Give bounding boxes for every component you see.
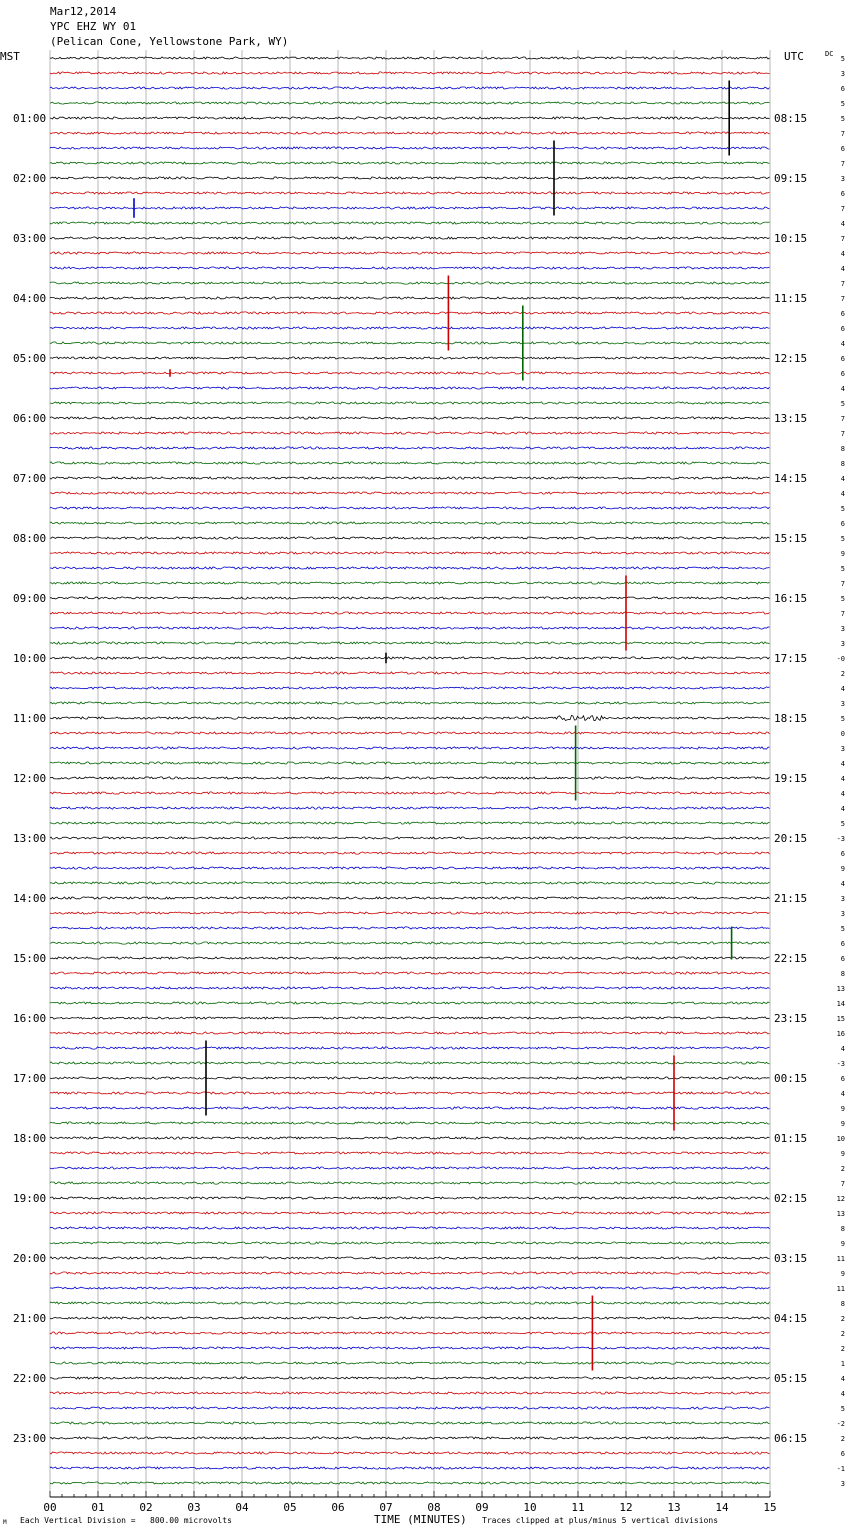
right-hour-label: 11:15	[774, 292, 808, 305]
dc-offset-value: 8	[840, 445, 845, 453]
x-tick-label: 07	[379, 1501, 393, 1514]
dc-offset-value: 6	[840, 190, 845, 198]
dc-offset-value: 3	[840, 625, 845, 633]
dc-offset-value: 2	[840, 1165, 845, 1173]
x-tick-label: 03	[187, 1501, 201, 1514]
dc-offset-value: 2	[840, 1435, 845, 1443]
trace-25	[50, 432, 770, 434]
trace-1	[50, 72, 770, 74]
trace-70	[50, 1107, 770, 1109]
dc-offset-value: -3	[836, 1060, 845, 1068]
right-hour-label: 20:15	[774, 832, 808, 845]
trace-56	[50, 897, 770, 899]
dc-offset-value: 7	[840, 430, 845, 438]
trace-46	[50, 747, 770, 749]
dc-offset-value: 13	[836, 985, 845, 993]
left-zone-label: MST	[0, 50, 20, 63]
dc-offset-value: -0	[836, 655, 845, 663]
dc-offset-value: 5	[840, 820, 845, 828]
trace-86	[50, 1347, 770, 1349]
left-hour-label: 22:00	[13, 1372, 47, 1385]
left-hour-label: 18:00	[13, 1132, 47, 1145]
right-hour-label: 02:15	[774, 1192, 808, 1205]
right-hour-label: 05:15	[774, 1372, 808, 1385]
trace-78	[50, 1227, 770, 1229]
trace-48	[50, 777, 770, 779]
dc-offset-value: 5	[840, 565, 845, 573]
dc-offset-value: 4	[840, 790, 845, 798]
trace-12	[50, 237, 770, 239]
dc-offset-value: 9	[840, 865, 845, 873]
dc-offset-value: 6	[840, 325, 845, 333]
trace-64	[50, 1017, 770, 1019]
left-hour-label: 13:00	[13, 832, 47, 845]
dc-offset-value: 6	[840, 520, 845, 528]
dc-offset-value: 8	[840, 970, 845, 978]
trace-50	[50, 807, 770, 809]
trace-20	[50, 357, 770, 359]
dc-offset-value: 16	[836, 1030, 845, 1038]
dc-offset-value: 4	[840, 685, 845, 693]
trace-66	[50, 1047, 770, 1049]
trace-53	[50, 852, 770, 854]
trace-74	[50, 1167, 770, 1169]
trace-71	[50, 1122, 770, 1124]
x-tick-label: 10	[523, 1501, 537, 1514]
trace-76	[50, 1197, 770, 1199]
dc-offset-value: 2	[840, 1345, 845, 1353]
trace-89	[50, 1392, 770, 1394]
left-hour-label: 12:00	[13, 772, 47, 785]
trace-14	[50, 267, 770, 269]
dc-offset-value: 3	[840, 640, 845, 648]
x-tick-label: 13	[667, 1501, 681, 1514]
dc-offset-value: 4	[840, 1045, 845, 1053]
dc-offset-value: 11	[836, 1285, 845, 1293]
dc-offset-value: 7	[840, 580, 845, 588]
trace-87	[50, 1362, 770, 1364]
x-tick-label: 05	[283, 1501, 297, 1514]
dc-offset-value: 12	[836, 1195, 845, 1203]
station-location: (Pelican Cone, Yellowstone Park, WY)	[50, 35, 289, 48]
dc-offset-value: 4	[840, 880, 845, 888]
dc-offset-value: 7	[840, 235, 845, 243]
trace-49	[50, 792, 770, 794]
trace-55	[50, 882, 770, 884]
x-tick-label: 12	[619, 1501, 633, 1514]
trace-95	[50, 1482, 770, 1484]
dc-offset-value: 2	[840, 670, 845, 678]
scale-prefix: Each Vertical Division =	[20, 1516, 136, 1525]
trace-36	[50, 597, 770, 599]
trace-83	[50, 1302, 770, 1304]
left-hour-label: 17:00	[13, 1072, 47, 1085]
dc-offset-value: 9	[840, 1150, 845, 1158]
dc-offset-value: 5	[840, 595, 845, 603]
trace-21	[50, 372, 770, 374]
dc-offset-value: 13	[836, 1210, 845, 1218]
trace-18	[50, 327, 770, 329]
trace-41	[50, 672, 770, 674]
left-hour-label: 07:00	[13, 472, 47, 485]
right-hour-label: 01:15	[774, 1132, 808, 1145]
trace-42	[50, 687, 770, 689]
x-axis-title: TIME (MINUTES)	[374, 1513, 467, 1526]
left-hour-label: 21:00	[13, 1312, 47, 1325]
x-tick-label: 01	[91, 1501, 105, 1514]
trace-26	[50, 447, 770, 449]
trace-57	[50, 912, 770, 914]
right-hour-label: 08:15	[774, 112, 808, 125]
dc-offset-value: 5	[840, 100, 845, 108]
dc-offset-value: 7	[840, 415, 845, 423]
dc-offset-value: 5	[840, 925, 845, 933]
trace-69	[50, 1092, 770, 1094]
trace-61	[50, 972, 770, 974]
dc-offset-value: 3	[840, 895, 845, 903]
trace-81	[50, 1272, 770, 1274]
x-tick-label: 08	[427, 1501, 441, 1514]
trace-0	[50, 57, 770, 59]
dc-offset-value: 0	[840, 730, 845, 738]
left-hour-label: 16:00	[13, 1012, 47, 1025]
trace-10	[50, 207, 770, 209]
dc-offset-value: 9	[840, 1105, 845, 1113]
left-hour-label: 10:00	[13, 652, 47, 665]
dc-offset-value: 4	[840, 490, 845, 498]
dc-offset-value: 5	[840, 55, 845, 63]
trace-94	[50, 1467, 770, 1469]
left-hour-label: 23:00	[13, 1432, 47, 1445]
x-tick-label: 15	[763, 1501, 777, 1514]
dc-offset-value: 5	[840, 400, 845, 408]
left-hour-label: 20:00	[13, 1252, 47, 1265]
x-tick-label: 11	[571, 1501, 585, 1514]
left-hour-label: 02:00	[13, 172, 47, 185]
dc-offset-value: 9	[840, 1120, 845, 1128]
left-hour-label: 19:00	[13, 1192, 47, 1205]
chart-date: Mar12,2014	[50, 5, 117, 18]
trace-4	[50, 117, 770, 119]
trace-9	[50, 192, 770, 194]
trace-60	[50, 957, 770, 959]
dc-offset-value: 7	[840, 130, 845, 138]
dc-offset-value: 6	[840, 850, 845, 858]
corner-mark: M	[3, 1519, 7, 1526]
dc-offset-value: 4	[840, 265, 845, 273]
trace-79	[50, 1242, 770, 1244]
trace-29	[50, 492, 770, 494]
trace-40	[50, 657, 770, 659]
left-hour-label: 08:00	[13, 532, 47, 545]
dc-offset-value: 4	[840, 250, 845, 258]
dc-offset-value: 6	[840, 145, 845, 153]
right-hour-label: 04:15	[774, 1312, 808, 1325]
left-hour-label: 06:00	[13, 412, 47, 425]
dc-offset-value: 7	[840, 1180, 845, 1188]
dc-offset-value: 5	[840, 715, 845, 723]
dc-offset-value: -3	[836, 835, 845, 843]
trace-38	[50, 627, 770, 629]
grid-lines	[50, 50, 770, 1491]
dc-offset-value: 4	[840, 805, 845, 813]
x-tick-label: 04	[235, 1501, 249, 1514]
dc-offset-value: 7	[840, 610, 845, 618]
dc-offset-value: 4	[840, 760, 845, 768]
left-hour-label: 15:00	[13, 952, 47, 965]
left-hour-label: 09:00	[13, 592, 47, 605]
trace-22	[50, 387, 770, 389]
seismic-traces	[50, 57, 770, 1484]
trace-45	[50, 732, 770, 734]
trace-51	[50, 822, 770, 824]
dc-offset-value: 7	[840, 295, 845, 303]
dc-offset-value: 1	[840, 1360, 845, 1368]
x-tick-label: 02	[139, 1501, 153, 1514]
trace-93	[50, 1452, 770, 1454]
right-hour-label: 06:15	[774, 1432, 808, 1445]
dc-offset-value: 4	[840, 775, 845, 783]
dc-offset-value: 10	[836, 1135, 845, 1143]
trace-82	[50, 1287, 770, 1289]
dc-offset-value: 4	[840, 220, 845, 228]
x-tick-label: 06	[331, 1501, 345, 1514]
trace-72	[50, 1137, 770, 1139]
trace-59	[50, 942, 770, 944]
x-tick-label: 00	[43, 1501, 57, 1514]
trace-31	[50, 522, 770, 524]
trace-34	[50, 567, 770, 569]
trace-43	[50, 702, 770, 704]
trace-54	[50, 867, 770, 869]
trace-52	[50, 837, 770, 839]
trace-90	[50, 1407, 770, 1409]
trace-6	[50, 147, 770, 149]
dc-offset-value: 4	[840, 1375, 845, 1383]
dc-offset-value: -2	[836, 1420, 845, 1428]
x-tick-label: 09	[475, 1501, 489, 1514]
right-hour-label: 10:15	[774, 232, 808, 245]
scale-value: 800.00 microvolts	[150, 1516, 232, 1525]
trace-13	[50, 252, 770, 254]
trace-37	[50, 612, 770, 614]
dc-offset-value: 3	[840, 700, 845, 708]
dc-offset-value: 6	[840, 955, 845, 963]
dc-offset-value: 4	[840, 1090, 845, 1098]
right-hour-label: 03:15	[774, 1252, 808, 1265]
dc-offset-value: 4	[840, 1390, 845, 1398]
right-hour-label: 12:15	[774, 352, 808, 365]
dc-offset-value: 2	[840, 1315, 845, 1323]
dc-offset-value: 3	[840, 910, 845, 918]
trace-35	[50, 582, 770, 584]
dc-offset-value: -1	[836, 1465, 845, 1473]
trace-33	[50, 552, 770, 554]
trace-84	[50, 1317, 770, 1319]
trace-75	[50, 1182, 770, 1184]
station-id: YPC EHZ WY 01	[50, 20, 137, 33]
right-hour-label: 17:15	[774, 652, 808, 665]
right-hour-label: 21:15	[774, 892, 808, 905]
trace-3	[50, 102, 770, 104]
dc-offset-value: 8	[840, 1225, 845, 1233]
right-hour-label: 00:15	[774, 1072, 808, 1085]
trace-24	[50, 417, 770, 419]
dc-offset-value: 7	[840, 280, 845, 288]
dc-offset-value: 7	[840, 205, 845, 213]
trace-15	[50, 282, 770, 284]
trace-68	[50, 1077, 770, 1079]
trace-80	[50, 1257, 770, 1259]
right-hour-label: 22:15	[774, 952, 808, 965]
dc-offset-value: 6	[840, 85, 845, 93]
trace-58	[50, 927, 770, 929]
trace-16	[50, 297, 770, 299]
dc-offset-value: 4	[840, 385, 845, 393]
trace-32	[50, 537, 770, 539]
dc-offset-value: 4	[840, 340, 845, 348]
right-hour-label: 14:15	[774, 472, 808, 485]
trace-65	[50, 1032, 770, 1034]
dc-offset-value: 5	[840, 1405, 845, 1413]
dc-offset-value: 6	[840, 370, 845, 378]
dc-offset-value: 9	[840, 1240, 845, 1248]
left-hour-label: 04:00	[13, 292, 47, 305]
trace-44	[50, 715, 770, 720]
trace-91	[50, 1422, 770, 1424]
trace-27	[50, 462, 770, 464]
dc-offset-value: 4	[840, 475, 845, 483]
dc-offset-value: 3	[840, 175, 845, 183]
dc-offset-value: 8	[840, 460, 845, 468]
left-hour-label: 01:00	[13, 112, 47, 125]
dc-offset-value: 15	[836, 1015, 845, 1023]
dc-offset-value: 5	[840, 505, 845, 513]
trace-47	[50, 762, 770, 764]
trace-23	[50, 402, 770, 404]
right-hour-label: 15:15	[774, 532, 808, 545]
dc-offset-value: 3	[840, 745, 845, 753]
axis-labels	[13, 55, 845, 1514]
dc-offset-value: 6	[840, 940, 845, 948]
right-hour-label: 16:15	[774, 592, 808, 605]
dc-offset-value: 7	[840, 160, 845, 168]
trace-30	[50, 507, 770, 509]
trace-11	[50, 222, 770, 224]
dc-offset-value: 6	[840, 1450, 845, 1458]
trace-85	[50, 1332, 770, 1334]
trace-8	[50, 177, 770, 179]
dc-offset-value: 8	[840, 1300, 845, 1308]
trace-5	[50, 132, 770, 134]
right-hour-label: 09:15	[774, 172, 808, 185]
right-hour-label: 18:15	[774, 712, 808, 725]
dc-offset-value: 6	[840, 310, 845, 318]
right-zone-label: UTC	[784, 50, 804, 63]
trace-88	[50, 1377, 770, 1379]
dc-label: DC	[825, 50, 834, 58]
dc-offset-value: 5	[840, 115, 845, 123]
trace-77	[50, 1212, 770, 1214]
trace-92	[50, 1437, 770, 1439]
left-hour-label: 03:00	[13, 232, 47, 245]
trace-63	[50, 1002, 770, 1004]
right-hour-label: 23:15	[774, 1012, 808, 1025]
clip-note: Traces clipped at plus/minus 5 vertical divisions	[482, 1516, 719, 1525]
dc-offset-value: 3	[840, 1480, 845, 1488]
dc-offset-value: 14	[836, 1000, 845, 1008]
dc-offset-value: 11	[836, 1255, 845, 1263]
dc-offset-value: 9	[840, 1270, 845, 1278]
left-hour-label: 05:00	[13, 352, 47, 365]
x-tick-label: 14	[715, 1501, 729, 1514]
trace-62	[50, 987, 770, 989]
left-hour-label: 14:00	[13, 892, 47, 905]
trace-73	[50, 1152, 770, 1154]
dc-offset-value: 6	[840, 1075, 845, 1083]
trace-2	[50, 87, 770, 89]
right-hour-label: 13:15	[774, 412, 808, 425]
dc-offset-value: 5	[840, 535, 845, 543]
trace-19	[50, 342, 770, 344]
trace-67	[50, 1062, 770, 1064]
dc-offset-value: 2	[840, 1330, 845, 1338]
trace-28	[50, 477, 770, 479]
trace-7	[50, 162, 770, 164]
dc-offset-value: 6	[840, 355, 845, 363]
left-hour-label: 11:00	[13, 712, 47, 725]
trace-17	[50, 312, 770, 314]
right-hour-label: 19:15	[774, 772, 808, 785]
trace-39	[50, 642, 770, 644]
dc-offset-value: 9	[840, 550, 845, 558]
dc-offset-value: 3	[840, 70, 845, 78]
